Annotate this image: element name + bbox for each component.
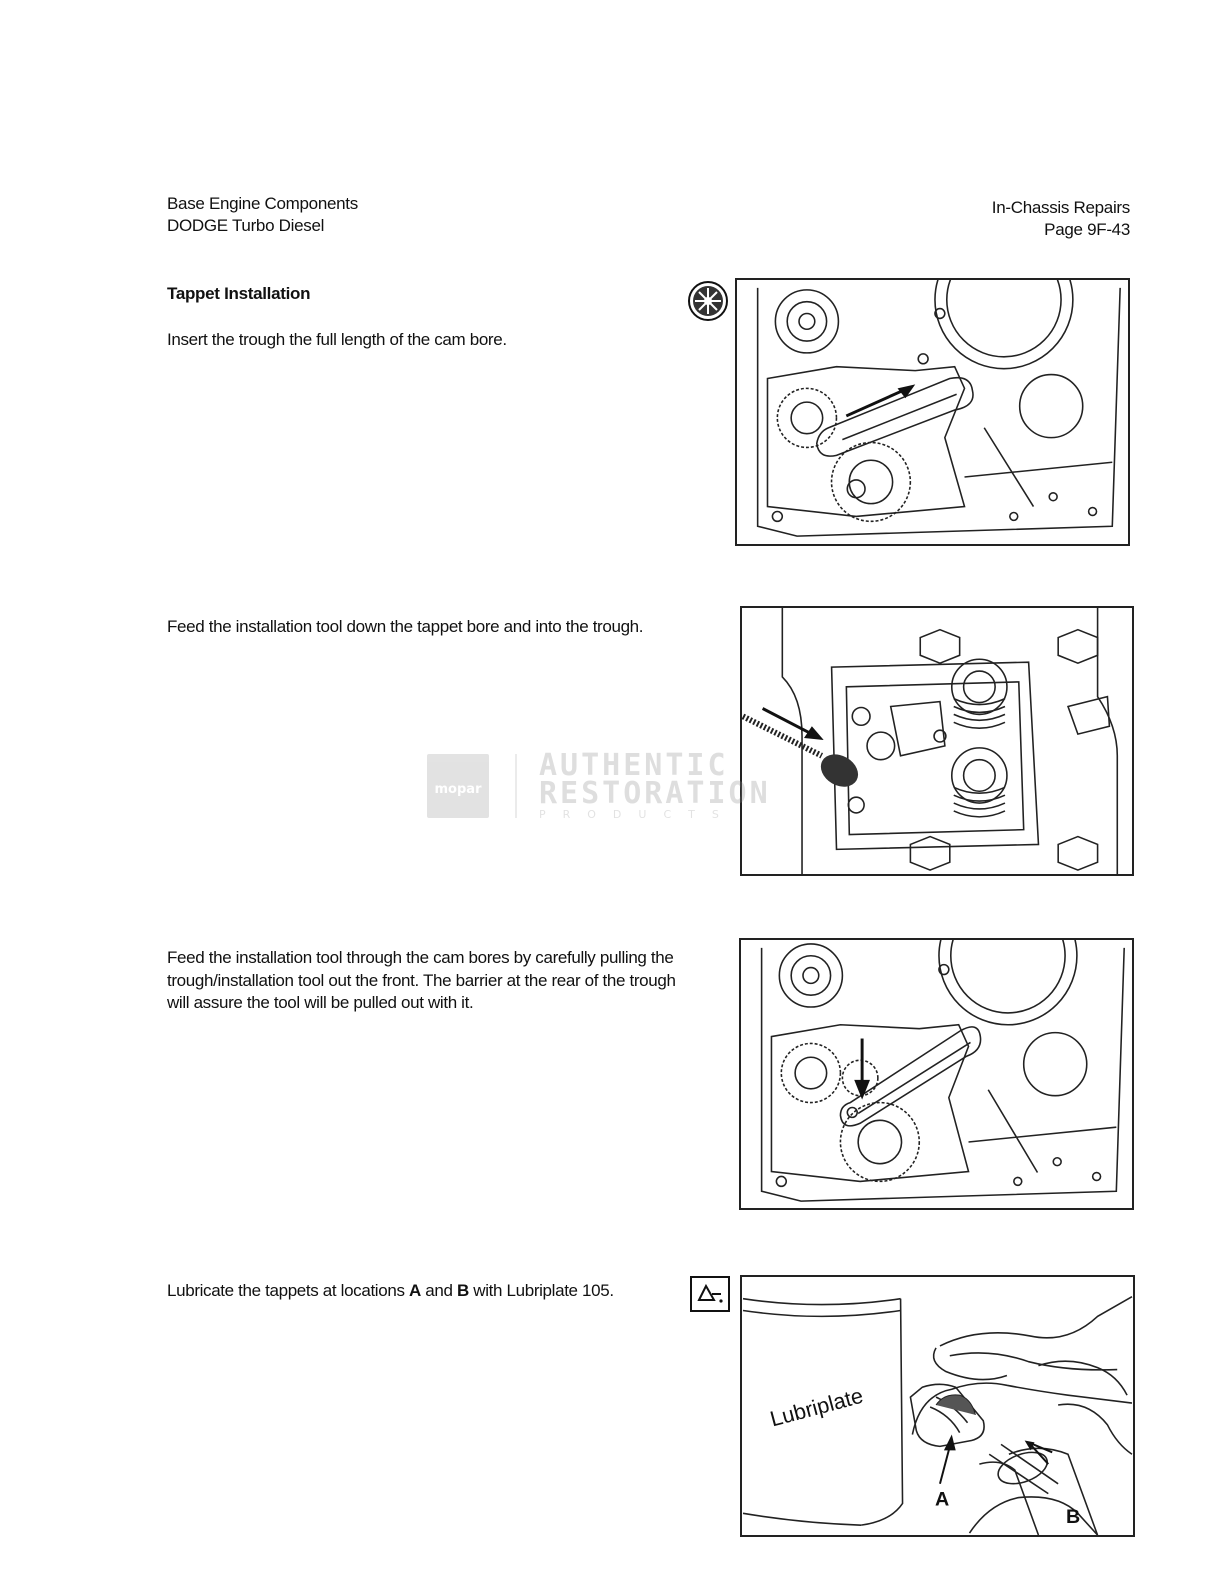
figure-tool-in-tappet-bore [740, 606, 1134, 876]
header-left [167, 193, 358, 237]
page-number: Page 9F-43 [1044, 220, 1130, 239]
watermark-line-1: AUTHENTIC [539, 748, 729, 783]
step-4-text-part-2: and [420, 1281, 457, 1300]
step-4-label-a: A [408, 1281, 421, 1300]
service-tools-icon [687, 280, 729, 322]
step-4-text [167, 1280, 682, 1303]
header-right [992, 197, 1130, 241]
can-label: Lubriplate [767, 1382, 866, 1432]
callout-b: B [1066, 1506, 1081, 1529]
lubricate-icon [690, 1276, 730, 1312]
watermark-separator [515, 754, 517, 818]
step-4-text-part-3: with Lubriplate 105. [468, 1281, 614, 1300]
figure-tool-pulled-through [739, 938, 1134, 1210]
section-title: Tappet Installation [167, 284, 311, 303]
step-4-text-part-1: Lubricate the tappets at locations [167, 1281, 409, 1300]
step-1-text: Insert the trough the full length of the cam bore. [167, 330, 507, 349]
callout-a: A [935, 1488, 950, 1511]
watermark [427, 748, 797, 822]
figure-trough-insertion [735, 278, 1130, 546]
figure-lubricate-tappet [740, 1275, 1135, 1537]
step-3-text: Feed the installation tool through the cam bores by carefully pulling the trough/installation tool out the front. The barrier at the rear of the trough will assure the tool will be pulled out with it. [167, 948, 676, 1012]
mopar-logo-text: mopar [434, 782, 482, 797]
watermark-line-2: RESTORATION [539, 776, 771, 811]
vehicle-name: DODGE Turbo Diesel [167, 216, 325, 235]
chapter-name: In-Chassis Repairs [991, 198, 1130, 217]
step-2-text: Feed the installation tool down the tappet bore and into the trough. [167, 617, 644, 636]
section-name: Base Engine Components [167, 194, 358, 213]
step-4-label-b: B [456, 1281, 469, 1300]
watermark-line-3: PRODUCTS [539, 808, 736, 821]
